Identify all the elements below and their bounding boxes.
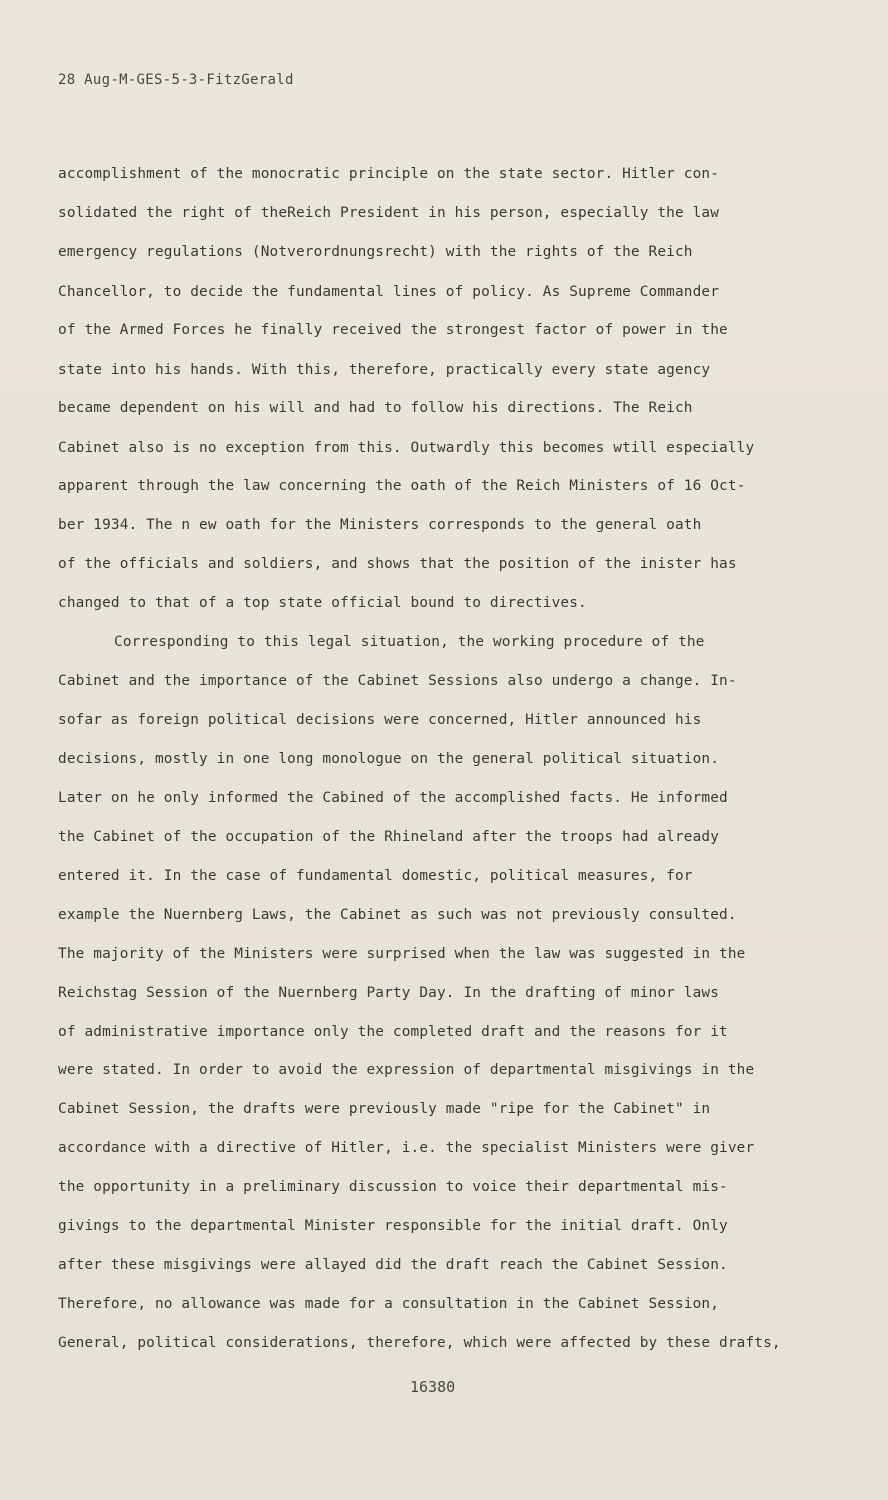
text-line: entered it. In the case of fundamental domestic, political measures, for bbox=[58, 868, 693, 884]
text-line: the opportunity in a preliminary discussion to voice their departmental mis- bbox=[58, 1179, 728, 1195]
document-header: 28 Aug-M-GES-5-3-FitzGerald bbox=[58, 72, 294, 88]
text-line: Chancellor, to decide the fundamental lines of policy. As Supreme Commander bbox=[58, 284, 720, 300]
text-line: Cabinet and the importance of the Cabinet Sessions also undergo a change. In- bbox=[58, 673, 737, 689]
text-line: of administrative importance only the completed draft and the reasons for it bbox=[58, 1024, 728, 1040]
text-line: Therefore, no allowance was made for a consultation in the Cabinet Session, bbox=[58, 1296, 720, 1312]
text-line: solidated the right of theReich President in his person, especially the law bbox=[58, 205, 720, 221]
text-line: the Cabinet of the occupation of the Rhineland after the troops had already bbox=[58, 829, 720, 845]
text-line: decisions, mostly in one long monologue on the general political situation. bbox=[58, 751, 720, 767]
text-line: accomplishment of the monocratic principle on the state sector. Hitler con- bbox=[58, 166, 720, 182]
text-line: changed to that of a top state official bound to directives. bbox=[58, 595, 587, 611]
text-line: Cabinet also is no exception from this. Outwardly this becomes wtill especially bbox=[58, 440, 755, 456]
text-line: Corresponding to this legal situation, the working procedure of the bbox=[114, 634, 705, 650]
text-line: General, political considerations, therefore, which were affected by these drafts, bbox=[58, 1335, 781, 1351]
text-line: became dependent on his will and had to follow his directions. The Reich bbox=[58, 400, 693, 416]
text-line: The majority of the Ministers were surprised when the law was suggested in the bbox=[58, 946, 746, 962]
text-line: of the Armed Forces he finally received the strongest factor of power in the bbox=[58, 322, 728, 338]
text-line: givings to the departmental Minister responsible for the initial draft. Only bbox=[58, 1218, 728, 1234]
text-line: Later on he only informed the Cabined of the accomplished facts. He informed bbox=[58, 790, 728, 806]
text-line: were stated. In order to avoid the expression of departmental misgivings in the bbox=[58, 1062, 755, 1078]
text-line: of the officials and soldiers, and shows that the position of the inister has bbox=[58, 556, 737, 572]
text-line: Cabinet Session, the drafts were previously made "ripe for the Cabinet" in bbox=[58, 1101, 711, 1117]
text-line: accordance with a directive of Hitler, i.e. the specialist Ministers were giver bbox=[58, 1140, 755, 1156]
text-line: apparent through the law concerning the oath of the Reich Ministers of 16 Oct- bbox=[58, 478, 746, 494]
text-line: after these misgivings were allayed did the draft reach the Cabinet Session. bbox=[58, 1257, 728, 1273]
text-line: ber 1934. The n ew oath for the Ministers corresponds to the general oath bbox=[58, 517, 702, 533]
text-line: state into his hands. With this, therefore, practically every state agency bbox=[58, 362, 711, 378]
text-line: sofar as foreign political decisions were concerned, Hitler announced his bbox=[58, 712, 702, 728]
text-line: Reichstag Session of the Nuernberg Party Day. In the drafting of minor laws bbox=[58, 985, 720, 1001]
page-number: 16380 bbox=[410, 1378, 456, 1396]
text-line: emergency regulations (Notverordnungsrecht) with the rights of the Reich bbox=[58, 244, 693, 260]
text-line: example the Nuernberg Laws, the Cabinet as such was not previously consulted. bbox=[58, 907, 737, 923]
